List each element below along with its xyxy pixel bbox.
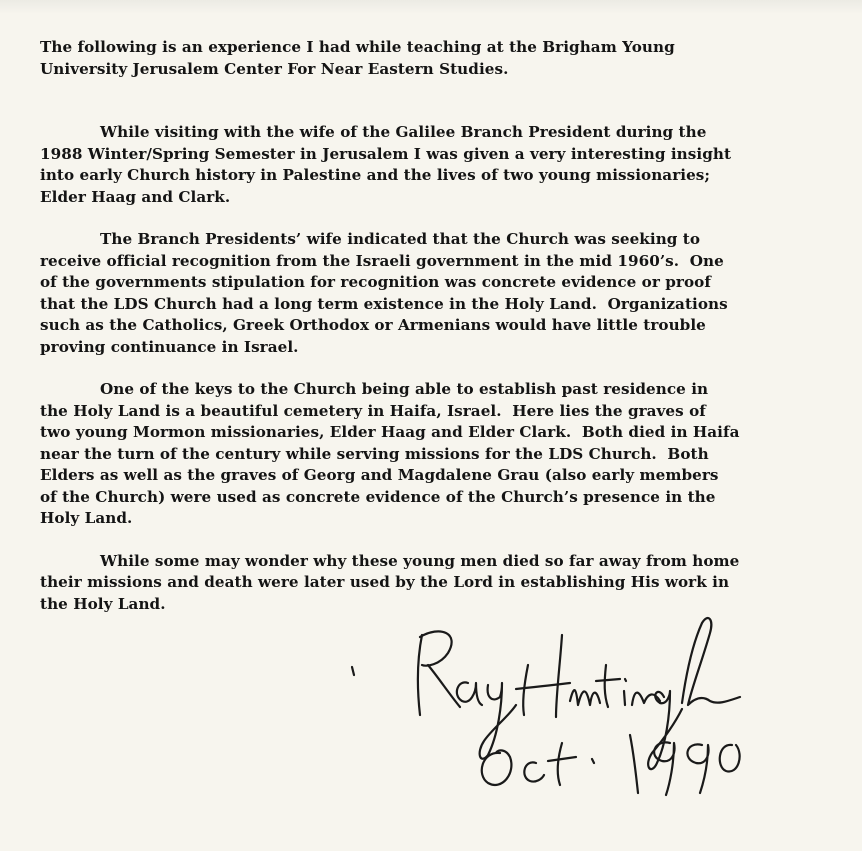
intro-line: The following is an experience I had while teaching at the Brigham Young — [40, 38, 675, 56]
paragraph-line: One of the keys to the Church being able to establish past residence in — [100, 380, 709, 398]
paragraph-line: proving continuance in Israel. — [40, 337, 299, 356]
intro-paragraph — [40, 37, 840, 80]
paragraph-line: Elders as well as the graves of Georg and Magdalene Grau (also early members — [40, 466, 719, 484]
paragraph-line: receive official recognition from the Israeli government in the mid 1960’s. One — [40, 251, 724, 270]
paragraph-line: their missions and death were later used by the Lord in establishing His work in — [40, 573, 730, 591]
paragraph-line: While some may wonder why these young men died so far away from home — [100, 551, 740, 570]
paragraph-line: While visiting with the wife of the Galilee Branch President during the — [100, 123, 707, 141]
paragraph-line: that the LDS Church had a long term existence in the Holy Land. Organizations — [40, 294, 728, 313]
paragraph-line: Elder Haag and Clark. — [40, 187, 231, 206]
paragraph-line: The Branch Presidents’ wife indicated that the Church was seeking to — [100, 230, 701, 248]
letter-body — [40, 37, 840, 636]
paragraph-line: into early Church history in Palestine and the lives of two young missionaries; — [40, 166, 711, 184]
paragraph-line: near the turn of the century while serving missions for the LDS Church. Both — [40, 444, 709, 463]
paragraph-1 — [40, 122, 840, 208]
intro-line: University Jerusalem Center For Near Eastern Studies. — [40, 59, 509, 78]
paragraph-line: Holy Land. — [40, 509, 133, 527]
paragraph-2 — [40, 229, 840, 358]
signature-drawing — [330, 605, 750, 805]
paragraph-line: two young Mormon missionaries, Elder Haag and Elder Clark. Both died in Haifa — [40, 423, 740, 441]
paragraph-line: the Holy Land is a beautiful cemetery in Haifa, Israel. Here lies the graves of — [40, 401, 706, 420]
paragraph-line: 1988 Winter/Spring Semester in Jerusalem I was given a very interesting insight — [40, 144, 732, 163]
paragraph-line: of the governments stipulation for recognition was concrete evidence or proof — [40, 273, 711, 291]
paragraph-line: the Holy Land. — [40, 594, 166, 613]
paragraph-line: such as the Catholics, Greek Orthodox or Armenians would have little trouble — [40, 316, 706, 334]
paragraph-3 — [40, 379, 840, 530]
paragraph-line: of the Church) were used as concrete evidence of the Church’s presence in the — [40, 487, 716, 506]
handwritten-signature — [330, 605, 750, 805]
